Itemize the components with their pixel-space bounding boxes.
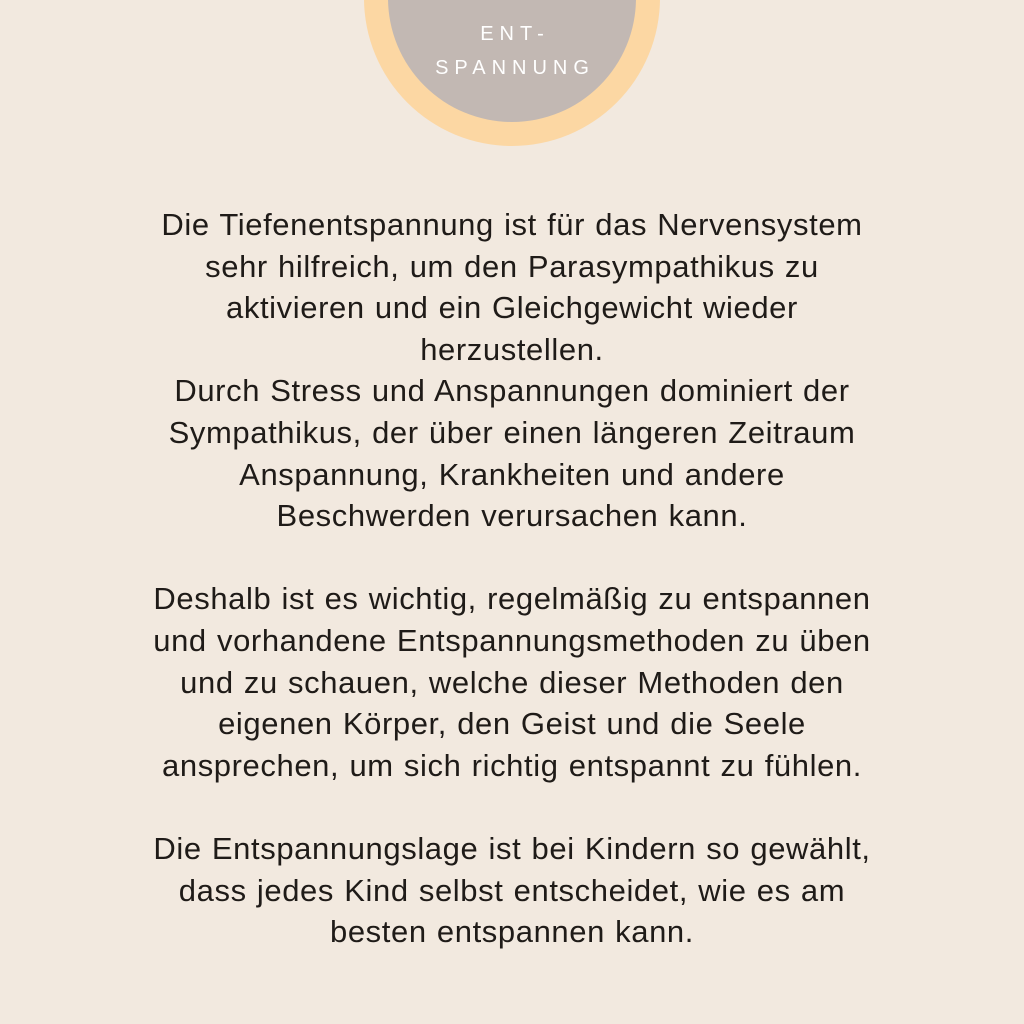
text-line: Die Tiefenentspannung ist für das Nervensystem [161, 207, 863, 242]
text-line: und vorhandene Entspannungsmethoden zu üben [153, 622, 871, 658]
paragraph-gap [40, 786, 984, 828]
paragraph-2 [40, 578, 984, 786]
page-title-line-1: ENT- [480, 23, 550, 45]
text-line: herzustellen. [420, 331, 604, 367]
text-line: Beschwerden verursachen kann. [276, 498, 748, 534]
text-line: dass jedes Kind selbst entscheidet, wie es am [178, 872, 846, 908]
text-line: und zu schauen, welche dieser Methoden den [180, 664, 844, 700]
page-title-line-2: SPANNUNG [435, 57, 595, 79]
text-line: aktivieren und ein Gleichgewicht wieder [226, 290, 798, 326]
text-line: besten entspannen kann. [330, 914, 694, 950]
text-line: eigenen Körper, den Geist und die Seele [218, 706, 806, 742]
text-line: Deshalb ist es wichtig, regelmäßig zu entspannen [153, 581, 871, 617]
text-line: Die Entspannungslage ist bei Kindern so gewählt, [153, 830, 871, 866]
paragraph-1 [40, 204, 984, 537]
body-text [40, 204, 984, 953]
title-badge [364, 0, 660, 146]
text-line: Sympathikus, der über einen längeren Zeitraum [168, 414, 856, 450]
text-line: Anspannung, Krankheiten und andere [239, 456, 785, 492]
text-line: sehr hilfreich, um den Parasympathikus zu [205, 248, 819, 284]
paragraph-gap [40, 537, 984, 579]
paragraph-3 [40, 828, 984, 953]
text-line: ansprechen, um sich richtig entspannt zu fühlen. [162, 747, 862, 783]
text-line: Durch Stress und Anspannungen dominiert der [174, 373, 850, 409]
page-title [364, 17, 660, 85]
